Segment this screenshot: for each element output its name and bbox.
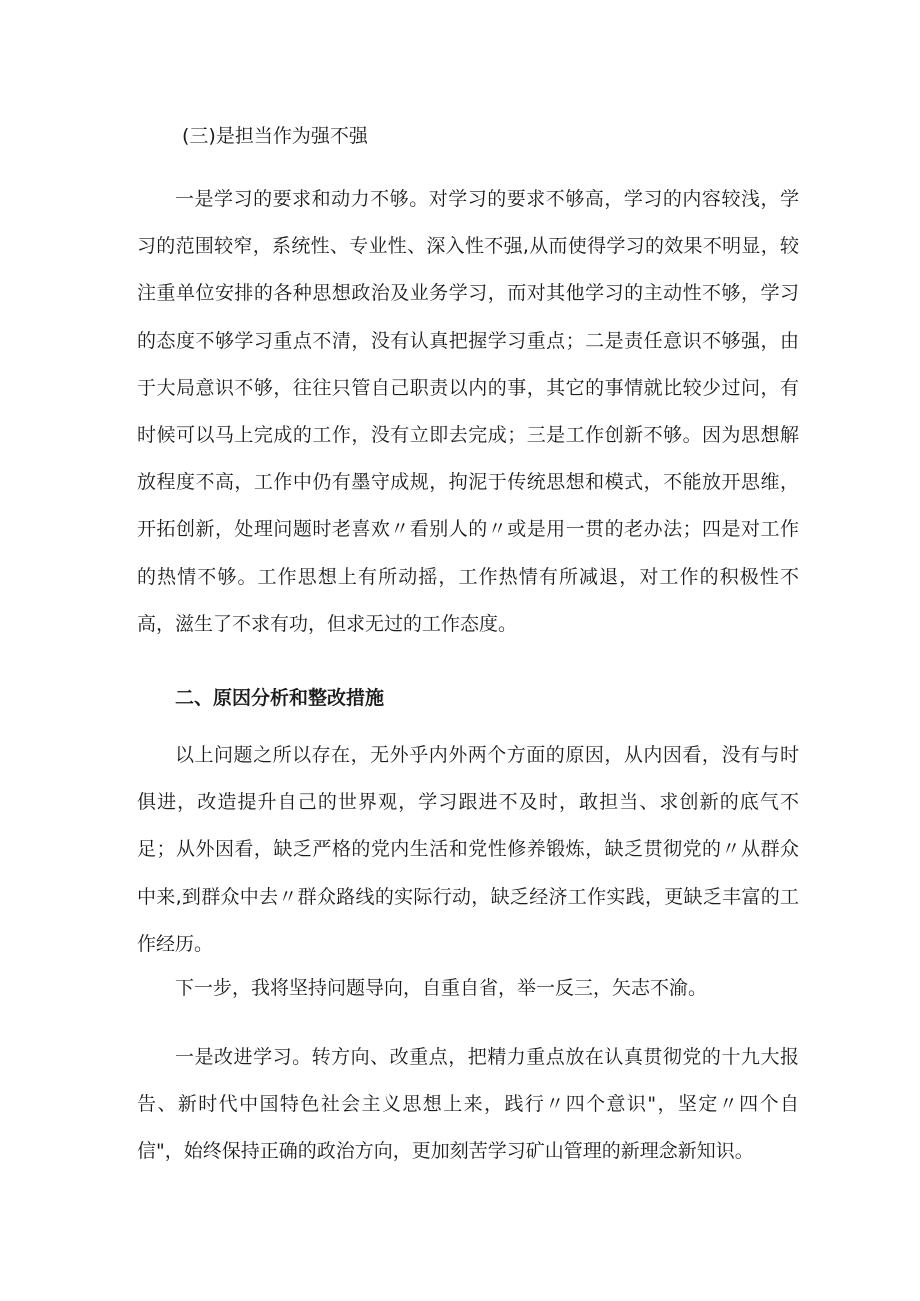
section-two-heading: 二、原因分析和整改措施	[175, 687, 385, 709]
section-three-paragraph: 一是学习的要求和动力不够。对学习的要求不够高，学习的内容较浅，学习的范围较窄，系统性、专业性、深入性不强,从而使得学习的效果不明显，较注重单位安排的各种思想政治及业务学习，而对其他学习的主动性不够，学习的态度不够学习重点不清，没有认真把握学习重点；二是责任意识不够强，由于大局意识不够，往往只管自己职责以内的事，其它的事情就比较少过问，有时候可以马上完成的工作，没有立即去完成；三是工作创新不够。因为思想解放程度不高，工作中仍有墨守成规，拘泥于传统思想和模式，不能放开思维，开拓创新，处理问题时老喜欢〃看别人的〃或是用一贯的老办法；四是对工作的热情不够。工作思想上有所动摇，工作热情有所减退，对工作的积极性不高，滋生了不求有功，但求无过的工作态度。	[137, 188, 799, 635]
measure-one-paragraph: 一是改进学习。转方向、改重点，把精力重点放在认真贯彻党的十九大报告、新时代中国特色社会主义思想上来，践行〃四个意识"，坚定〃四个自信"，始终保持正确的政治方向，更加刻苦学习矿山管理的新理念新知识。	[137, 1046, 799, 1163]
causes-paragraph: 以上问题之所以存在，无外乎内外两个方面的原因，从内因看，没有与时俱进，改造提升自己的世界观，学习跟进不及时，敢担当、求创新的底气不足；从外因看，缺乏严格的党内生活和党性修养锻炼，缺乏贯彻党的〃从群众中来,到群众中去〃群众路线的实际行动，缺乏经济工作实践，更缺乏丰富的工作经历。	[137, 744, 799, 955]
next-step-paragraph: 下一步，我将坚持问题导向，自重自省，举一反三，矢志不渝。	[175, 977, 708, 999]
section-three-heading: (三)是担当作为强不强	[182, 125, 368, 147]
